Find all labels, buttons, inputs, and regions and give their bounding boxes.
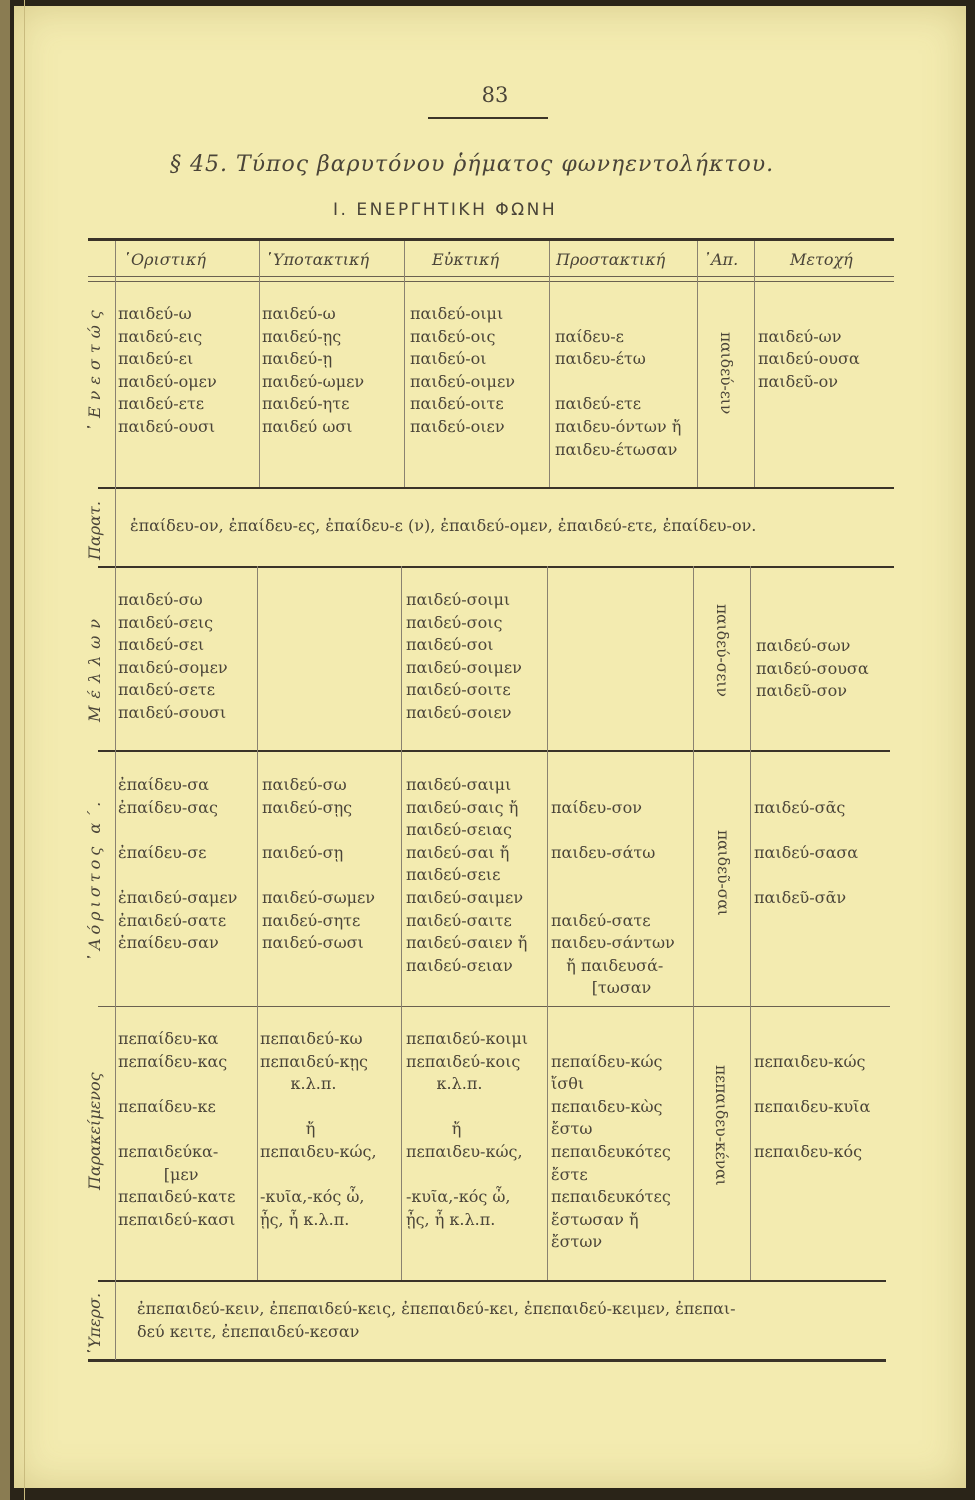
col-rule-2b xyxy=(401,566,402,1280)
aorist-infinitive: παιδεῦ-σαι xyxy=(714,830,732,916)
row-rule-aorist xyxy=(98,1006,890,1007)
col-rule-4a xyxy=(697,241,698,487)
perfect-imperative: πεπαίδευ-κώς ἴσθι πεπαιδευ-κὼς ἔστω πεπαιδευκότες ἔστε πεπαιδευκότες ἔστωσαν ἤ ἔστων xyxy=(551,1051,671,1252)
row-rule-present xyxy=(98,487,894,489)
voice-heading: I. ΕΝΕΡΓΗΤΙΚΗ ΦΩΝΗ xyxy=(333,200,558,220)
row-rule-perfect xyxy=(98,1280,886,1282)
row-rule-future xyxy=(98,750,890,752)
future-indicative: παιδεύ-σω παιδεύ-σεις παιδεύ-σει παιδεύ-σομεν παιδεύ-σετε παιδεύ-σουσι xyxy=(118,590,228,722)
header-rule-2 xyxy=(88,281,894,282)
aorist-optative: παιδεύ-σαιμι παιδεύ-σαις ἤ παιδεύ-σειας παιδεύ-σαι ἤ παιδεύ-σειε παιδεύ-σαιμεν παιδεύ-σαιτε παιδεύ-σαιεν ἤ παιδεύ-σειαν xyxy=(406,775,528,975)
aorist-imperative: παίδευ-σον παιδευ-σάτω παιδεύ-σατε παιδευ-σάντων ἤ παιδευσά- [τωσαν xyxy=(551,797,675,998)
tense-label-perfect: Παρακείμενος xyxy=(85,1072,104,1190)
col-rule-5a xyxy=(754,241,755,487)
header-subjunctive: ῾Υποτακτική xyxy=(265,250,370,269)
tense-label-future: Μέλλων xyxy=(85,611,104,722)
aorist-participle: παιδεύ-σᾶς παιδεύ-σασα παιδεῦ-σᾶν xyxy=(754,797,859,907)
future-infinitive: παιδεύ-σειν xyxy=(713,604,731,697)
present-optative: παιδεύ-οιμι παιδεύ-οις παιδεύ-οι παιδεύ-οιμεν παιδεύ-οιτε παιδεύ-οιεν xyxy=(410,304,515,436)
table-bottom-rule xyxy=(88,1359,886,1362)
perfect-participle: πεπαιδευ-κώς πεπαιδευ-κυῖα πεπαιδευ-κός xyxy=(754,1051,871,1161)
tense-label-pluperfect: ῾Υπερσ. xyxy=(85,1292,104,1356)
aorist-indicative: ἐπαίδευ-σα ἐπαίδευ-σας ἐπαίδευ-σε ἐπαιδεύ-σαμεν ἐπαιδεύ-σατε ἐπαίδευ-σαν xyxy=(118,775,238,953)
col-rule-5b xyxy=(750,566,751,1280)
present-participle: παιδεύ-ων παιδεύ-ουσα παιδεῦ-ον xyxy=(758,326,860,391)
page-number-underline xyxy=(428,117,548,119)
header-participle: Μετοχή xyxy=(790,250,853,269)
tense-label-aorist: ᾿Αόριστος α΄. xyxy=(85,797,104,962)
perfect-indicative: πεπαίδευ-κα πεπαίδευ-κας πεπαίδευ-κε πεπαιδεύκα- [μεν πεπαιδεύ-κατε πεπαιδεύ-κασι xyxy=(118,1029,236,1229)
col-rule-label xyxy=(115,241,116,1360)
col-rule-1b xyxy=(257,566,258,1280)
col-rule-3a xyxy=(549,241,550,487)
imperfect-forms: ἐπαίδευ-ον, ἐπαίδευ-ες, ἐπαίδευ-ε (ν), ἐπαιδεύ-ομεν, ἐπαιδεύ-ετε, ἐπαίδευ-ον. xyxy=(130,516,757,535)
table-top-rule xyxy=(88,238,894,241)
header-infinitive: ᾿Απ. xyxy=(703,250,739,269)
col-rule-4b xyxy=(693,566,694,1280)
col-rule-2a xyxy=(404,241,405,487)
page-edge xyxy=(0,0,10,1500)
header-rule xyxy=(88,276,894,277)
section-title: § 45. Τύπος βαρυτόνου ῥήματος φωνηεντολήκτου. xyxy=(170,152,775,177)
col-rule-3b xyxy=(547,566,548,1280)
future-optative: παιδεύ-σοιμι παιδεύ-σοις παιδεύ-σοι παιδεύ-σοιμεν παιδεύ-σοιτε παιδεύ-σοιεν xyxy=(406,590,522,722)
perfect-infinitive: πεπαιδευ-κέναι xyxy=(712,1065,730,1186)
perfect-subjunctive: πεπαιδεύ-κω πεπαιδεύ-κῃς κ.λ.π. ἤ πεπαιδευ-κώς, -κυῖα,-κός ὦ, ᾖς, ἦ κ.λ.π. xyxy=(260,1029,377,1229)
book-page xyxy=(14,6,966,1488)
col-rule-1a xyxy=(259,241,260,487)
page-number: 83 xyxy=(481,83,509,107)
present-infinitive: παιδεύ-ειν xyxy=(717,332,735,415)
header-optative: Εὐκτική xyxy=(432,250,500,269)
pluperfect-line-1: ἐπεπαιδεύ-κειν, ἐπεπαιδεύ-κεις, ἐπεπαιδεύ-κει, ἐπεπαιδεύ-κειμεν, ἐπεπαι- xyxy=(137,1299,736,1318)
row-rule-imperfect xyxy=(98,566,894,568)
present-subjunctive: παιδεύ-ω παιδεύ-ῃς παιδεύ-ῃ παιδεύ-ωμεν παιδεύ-ητε παιδεύ ωσι xyxy=(262,304,365,436)
perfect-optative: πεπαιδεύ-κοιμι πεπαιδεύ-κοις κ.λ.π. ἤ πεπαιδευ-κώς, -κυῖα,-κός ὦ, ᾖς, ἦ κ.λ.π. xyxy=(406,1029,529,1229)
margin-line xyxy=(24,0,25,1500)
present-indicative: παιδεύ-ω παιδεύ-εις παιδεύ-ει παιδεύ-ομεν παιδεύ-ετε παιδεύ-ουσι xyxy=(118,304,217,436)
header-indicative: ῾Οριστική xyxy=(123,250,206,269)
header-imperative: Προστακτική xyxy=(556,250,666,269)
tense-label-present: ᾿Ενεστώς xyxy=(85,304,104,432)
future-participle: παιδεύ-σων παιδεύ-σουσα παιδεῦ-σον xyxy=(756,636,869,701)
present-imperative: παίδευ-ε παιδευ-έτω παιδεύ-ετε παιδευ-όντων ἤ παιδευ-έτωσαν xyxy=(555,326,682,459)
tense-label-imperfect: Παρατ. xyxy=(85,501,104,560)
pluperfect-line-2: δεύ κειτε, ἐπεπαιδεύ-κεσαν xyxy=(137,1322,360,1341)
aorist-subjunctive: παιδεύ-σω παιδεύ-σῃς παιδεύ-σῃ παιδεύ-σωμεν παιδεύ-σητε παιδεύ-σωσι xyxy=(262,775,376,953)
